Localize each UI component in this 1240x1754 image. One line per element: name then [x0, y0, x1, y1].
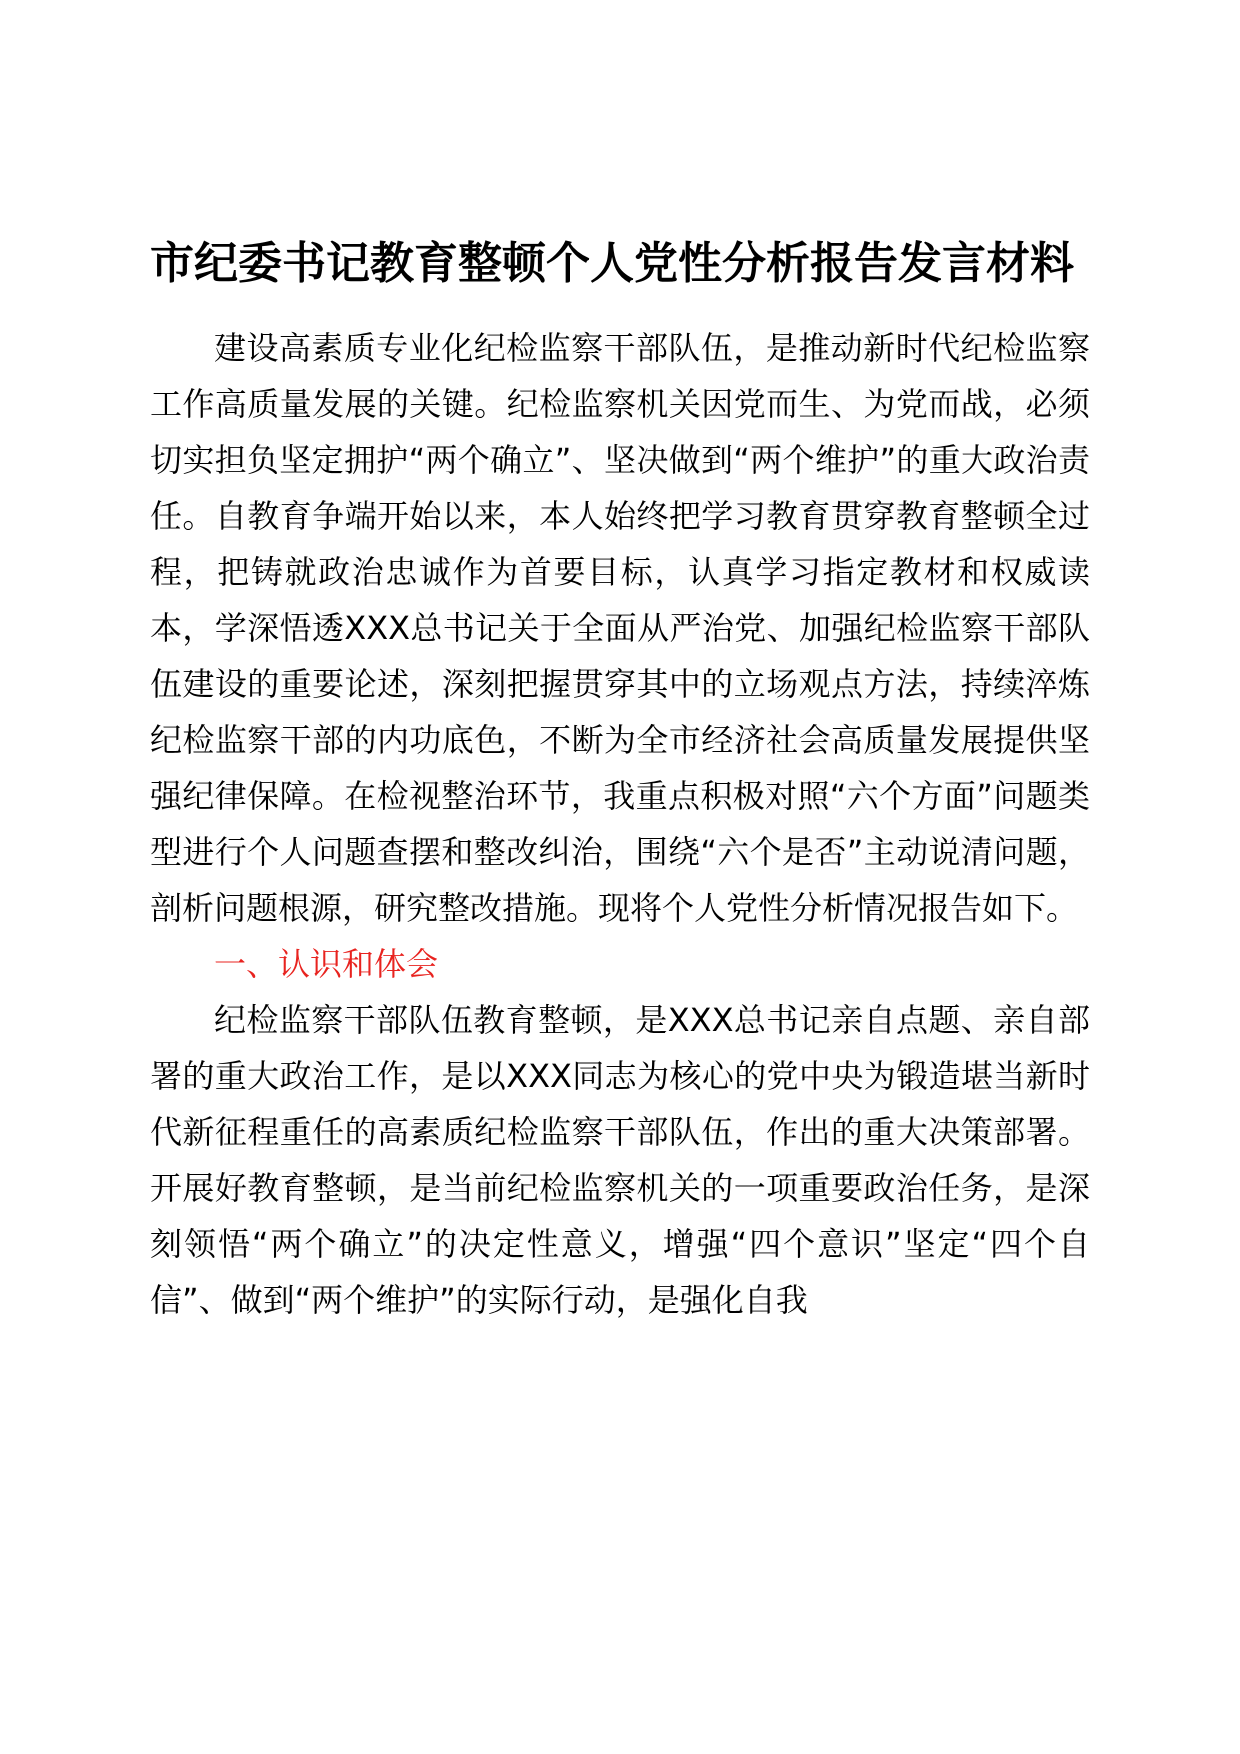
document-title: 市纪委书记教育整顿个人党性分析报告发言材料 — [150, 238, 1074, 289]
document-body — [150, 320, 1090, 1328]
section-heading: 一、认识和体会 — [214, 945, 439, 983]
section-paragraph: 纪检监察干部队伍教育整顿，是XXX总书记亲自点题、亲自部署的重大政治工作，是以XXX同志为核心的党中央为锻造堪当新时代新征程重任的高素质纪检监察干部队伍，作出的重大决策部署。开展好教育整顿，是当前纪检监察机关的一项重要政治任务，是深刻领悟“两个确立”的决定性意义，增强“四个意识”坚定“四个自信”、做到“两个维护”的实际行动，是强化自我 — [150, 1001, 1090, 1319]
intro-paragraph: 建设高素质专业化纪检监察干部队伍，是推动新时代纪检监察工作高质量发展的关键。纪检监察机关因党而生、为党而战，必须切实担负坚定拥护“两个确立”、坚决做到“两个维护”的重大政治责任。自教育争端开始以来，本人始终把学习教育贯穿教育整顿全过程，把铸就政治忠诚作为首要目标，认真学习指定教材和权威读本，学深悟透XXX总书记关于全面从严治党、加强纪检监察干部队伍建设的重要论述，深刻把握贯穿其中的立场观点方法，持续淬炼纪检监察干部的内功底色，不断为全市经济社会高质量发展提供坚强纪律保障。在检视整治环节，我重点积极对照“六个方面”问题类型进行个人问题查摆和整改纠治，围绕“六个是否”主动说清问题，剖析问题根源，研究整改措施。现将个人党性分析情况报告如下。 — [150, 329, 1090, 927]
